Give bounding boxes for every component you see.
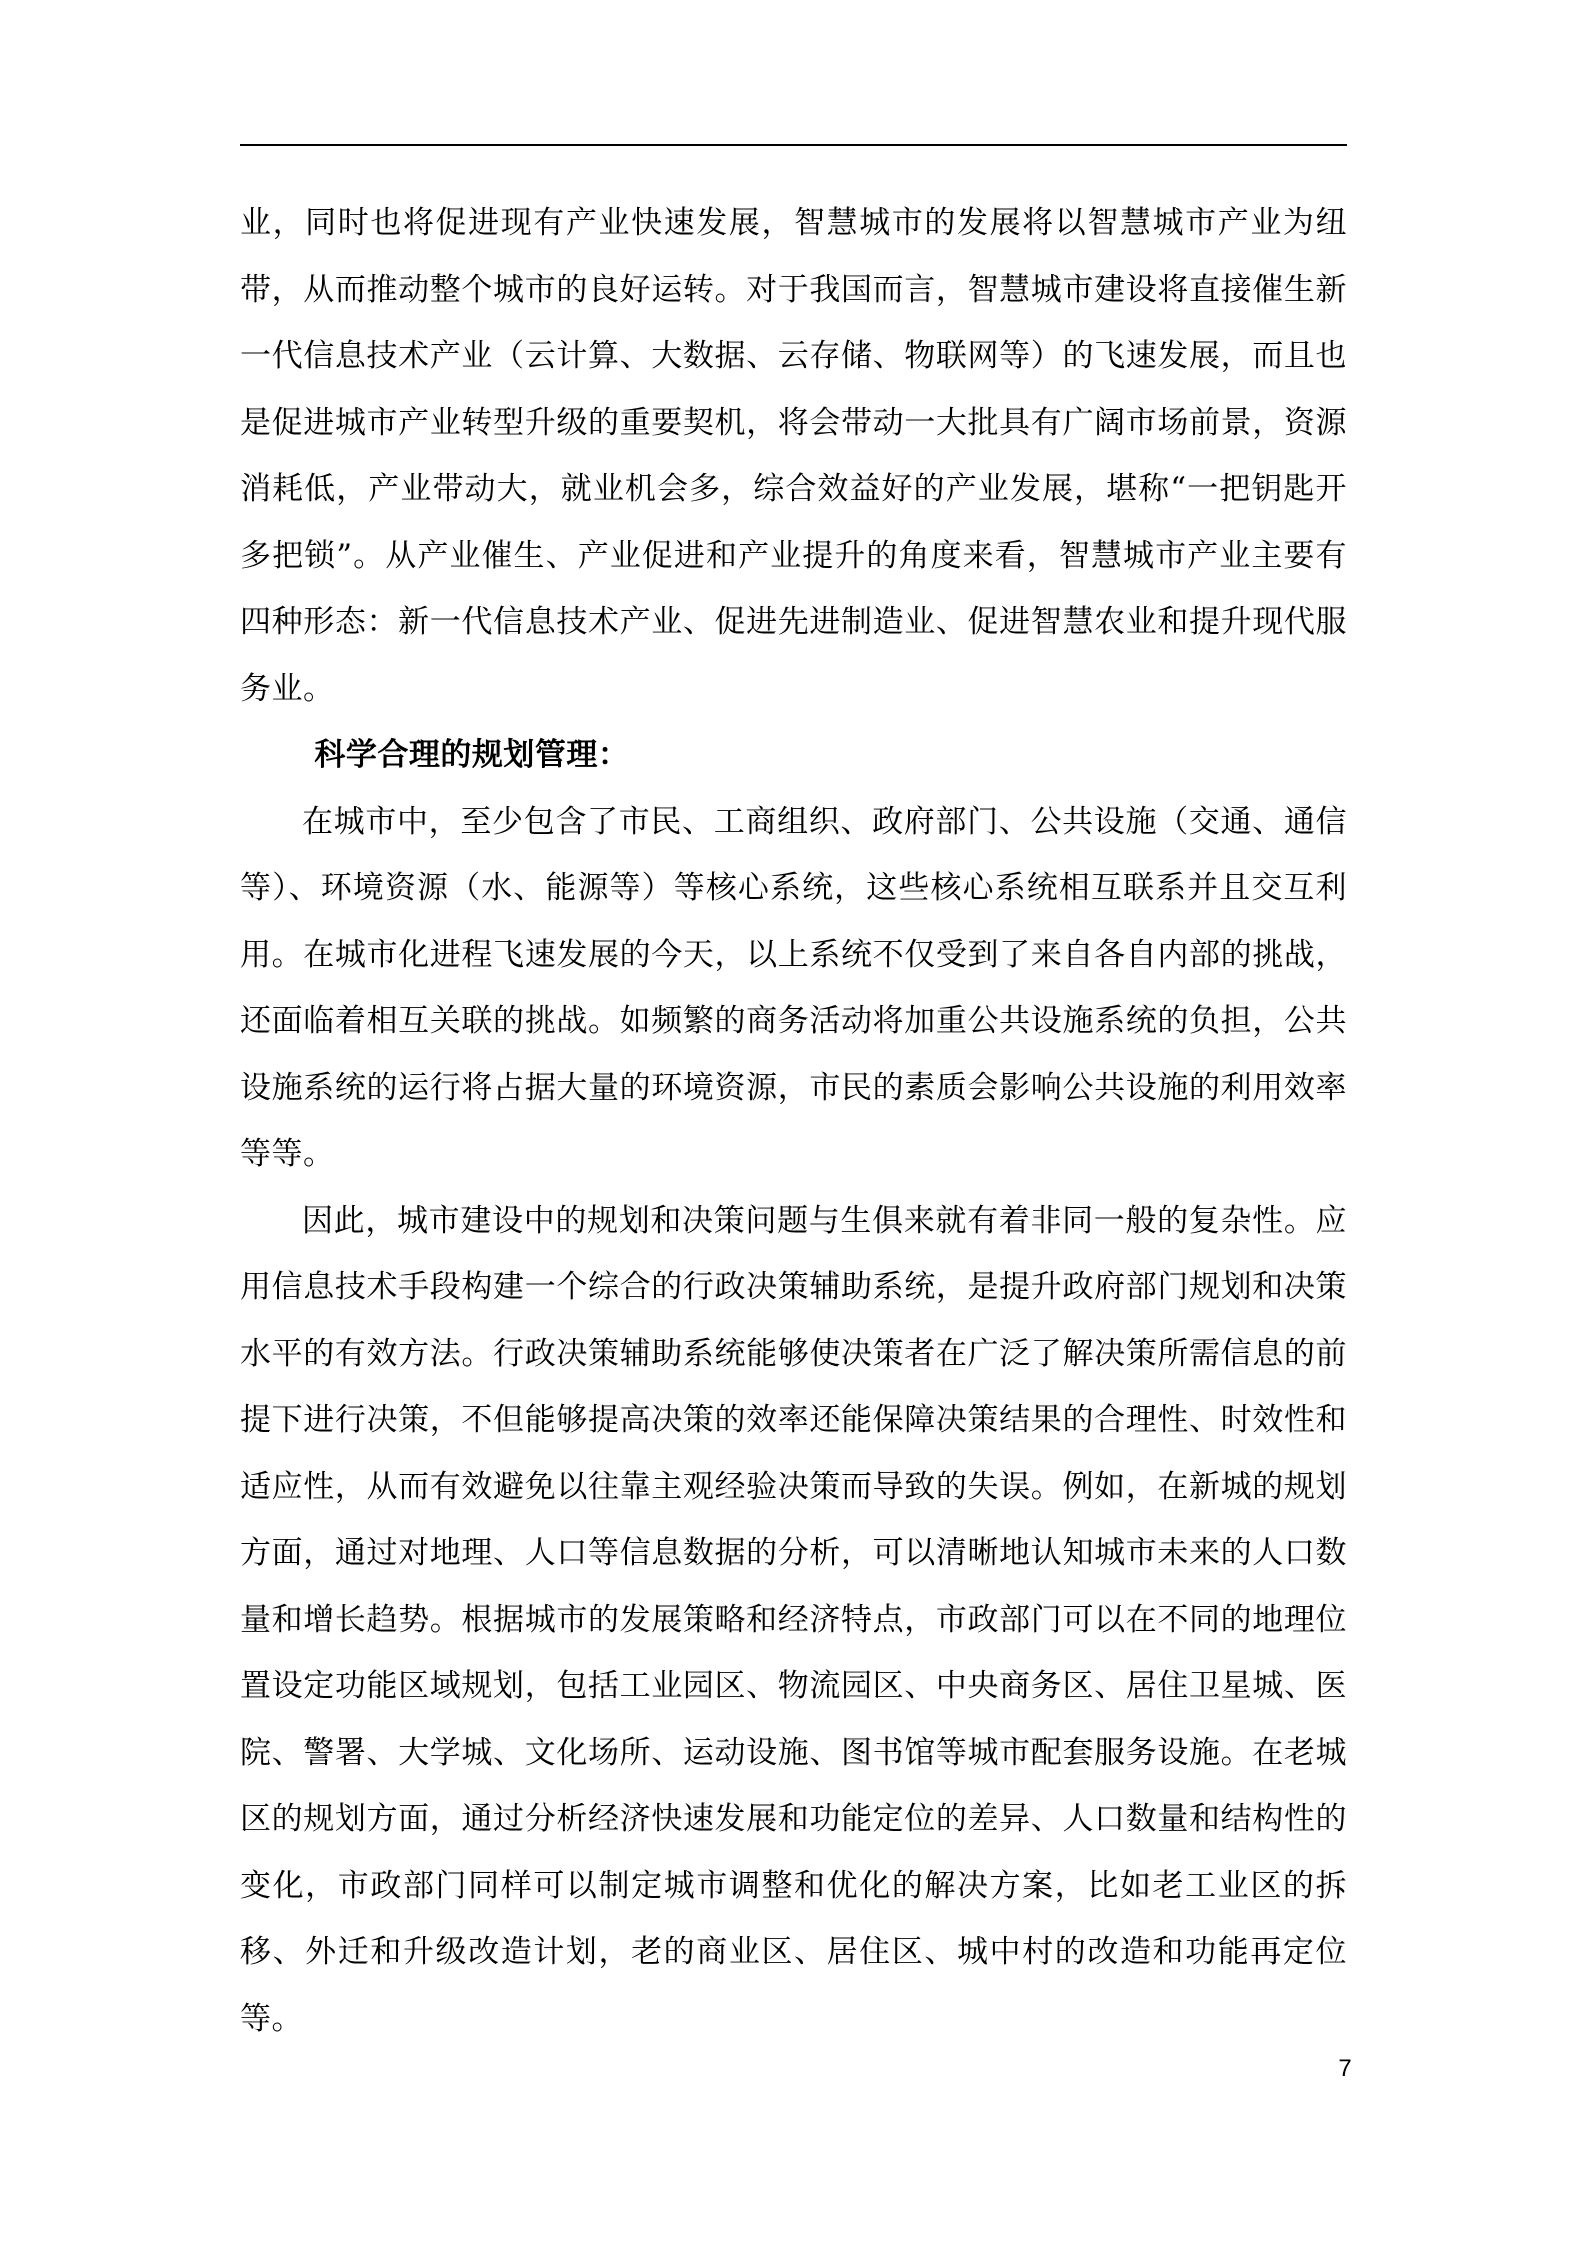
- paragraph-planning-decisions: 因此，城市建设中的规划和决策问题与生俱来就有着非同一般的复杂性。应用信息技术手段构建一个综合的行政决策辅助系统，是提升政府部门规划和决策水平的有效方法。行政决策辅助系统能够使决策者在广泛了解决策所需信息的前提下进行决策，不但能够提高决策的效率还能保障决策结果的合理性、时效性和适应性，从而有效避免以往靠主观经验决策而导致的失误。例如，在新城的规划方面，通过对地理、人口等信息数据的分析，可以清晰地认知城市未来的人口数量和增长趋势。根据城市的发展策略和经济特点，市政部门可以在不同的地理位置设定功能区域规划，包括工业园区、物流园区、中央商务区、居住卫星城、医院、警署、大学城、文化场所、运动设施、图书馆等城市配套服务设施。在老城区的规划方面，通过分析经济快速发展和功能定位的差异、人口数量和结构性的变化，市政部门同样可以制定城市调整和优化的解决方案，比如老工业区的拆移、外迁和升级改造计划，老的商业区、居住区、城中村的改造和功能再定位等。: [240, 1202, 1347, 2037]
- body-text: [240, 190, 1347, 2052]
- paragraph-continuation: 业，同时也将促进现有产业快速发展，智慧城市的发展将以智慧城市产业为纽带，从而推动整个城市的良好运转。对于我国而言，智慧城市建设将直接催生新一代信息技术产业（云计算、大数据、云存储、物联网等）的飞速发展，而且也是促进城市产业转型升级的重要契机，将会带动一大批具有广阔市场前景，资源消耗低，产业带动大，就业机会多，综合效益好的产业发展，堪称“一把钥匙开多把锁”。从产业催生、产业促进和产业提升的角度来看，智慧城市产业主要有四种形态：新一代信息技术产业、促进先进制造业、促进智慧农业和提升现代服务业。: [240, 205, 1347, 707]
- section-heading: 科学合理的规划管理：: [314, 737, 630, 773]
- paragraph-city-systems: 在城市中，至少包含了市民、工商组织、政府部门、公共设施（交通、通信等）、环境资源（水、能源等）等核心系统，这些核心系统相互联系并且交互利用。在城市化进程飞速发展的今天，以上系统不仅受到了来自各自内部的挑战，还面临着相互关联的挑战。如频繁的商务活动将加重公共设施系统的负担，公共设施系统的运行将占据大量的环境资源，市民的素质会影响公共设施的利用效率等等。: [240, 803, 1347, 1172]
- header-rule: [240, 144, 1347, 146]
- page-number: 7: [1338, 2055, 1352, 2082]
